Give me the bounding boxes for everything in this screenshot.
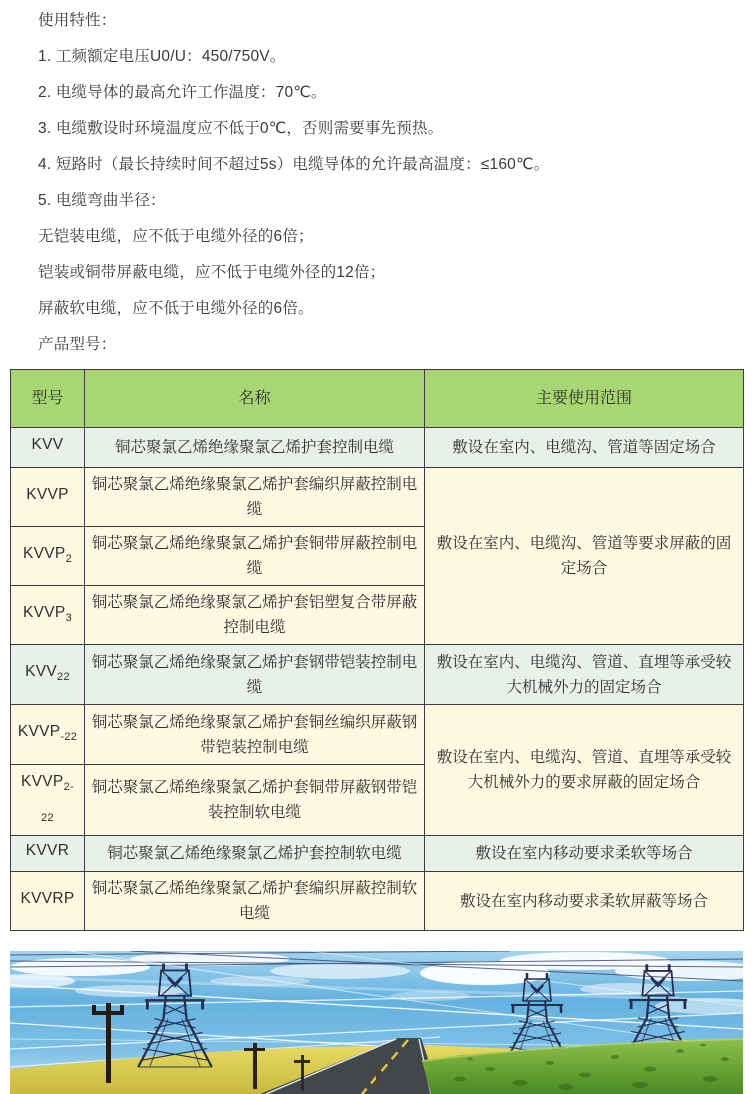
- model-cell: KVVR: [11, 836, 85, 872]
- intro-line: 屏蔽软电缆，应不低于电缆外径的6倍。: [38, 300, 314, 317]
- table-row-kvv: [11, 428, 744, 468]
- name-cell: 铜芯聚氯乙烯绝缘聚氯乙烯护套铜带屏蔽钢带铠装控制软电缆: [85, 765, 425, 836]
- landscape-photo: [10, 951, 743, 1094]
- intro-line: 4. 短路时（最长持续时间不超过5s）电缆导体的允许最高温度：≤160℃。: [38, 156, 550, 173]
- col-header-name: 名称: [85, 370, 425, 428]
- product-models-label: 产品型号：: [38, 336, 117, 353]
- model-cell: KVV: [11, 428, 85, 468]
- usage-cell: 敷设在室内移动要求柔软等场合: [425, 836, 744, 872]
- name-cell: 铜芯聚氯乙烯绝缘聚氯乙烯护套钢带铠装控制电缆: [85, 645, 425, 705]
- table-row-kvvr: [11, 836, 744, 872]
- intro-line: 使用特性：: [38, 12, 117, 29]
- name-cell: 铜芯聚氯乙烯绝缘聚氯乙烯护套控制电缆: [85, 428, 425, 468]
- model-cell: KVVRP: [11, 872, 85, 931]
- transmission-towers-illustration: [10, 951, 743, 1094]
- model-cell: $KVV_{22}$: [11, 645, 85, 705]
- table-row-kvvp: [11, 468, 744, 527]
- model-cell: $KVVP_2$: [11, 527, 85, 586]
- model-cell: $KVVP_3$: [11, 586, 85, 645]
- name-cell: 铜芯聚氯乙烯绝缘聚氯乙烯护套编织屏蔽控制软电缆: [85, 872, 425, 931]
- intro-line: 1. 工频额定电压U0/U：450/750V。: [38, 48, 286, 65]
- model-cell: KVVP: [11, 468, 85, 527]
- name-cell: 铜芯聚氯乙烯绝缘聚氯乙烯护套铜丝编织屏蔽钢带铠装控制电缆: [85, 705, 425, 765]
- usage-cell-merged: 敷设在室内、电缆沟、管道等要求屏蔽的固定场合: [425, 468, 744, 645]
- intro-line: 3. 电缆敷设时环境温度应不低于0℃，否则需要事先预热。: [38, 120, 444, 137]
- usage-cell: 敷设在室内、电缆沟、管道、直埋等承受较大机械外力的固定场合: [425, 645, 744, 705]
- intro-line: 铠装或铜带屏蔽电缆，应不低于电缆外径的12倍；: [38, 264, 386, 281]
- intro-line: 2. 电缆导体的最高允许工作温度：70℃。: [38, 84, 327, 101]
- product-model-table: [10, 369, 744, 931]
- model-cell: $KVVP_{-22}$: [11, 705, 85, 765]
- table-row-kvv22: [11, 645, 744, 705]
- name-cell: 铜芯聚氯乙烯绝缘聚氯乙烯护套铜带屏蔽控制电缆: [85, 527, 425, 586]
- col-header-usage: 主要使用范围: [425, 370, 744, 428]
- name-cell: 铜芯聚氯乙烯绝缘聚氯乙烯护套控制软电缆: [85, 836, 425, 872]
- table-row-kvvrp: [11, 872, 744, 931]
- intro-line: 5. 电缆弯曲半径：: [38, 192, 166, 209]
- name-cell: 铜芯聚氯乙烯绝缘聚氯乙烯护套编织屏蔽控制电缆: [85, 468, 425, 527]
- table-row-kvvp-22: [11, 705, 744, 765]
- usage-cell: 敷设在室内移动要求柔软屏蔽等场合: [425, 872, 744, 931]
- col-header-model: 型号: [11, 370, 85, 428]
- model-cell: $KVVP_{2-22}$: [11, 765, 85, 836]
- table-header-row: [11, 370, 744, 428]
- usage-cell-merged: 敷设在室内、电缆沟、管道、直埋等承受较大机械外力的要求屏蔽的固定场合: [425, 705, 744, 836]
- intro-line: 无铠装电缆，应不低于电缆外径的6倍；: [38, 228, 314, 245]
- name-cell: 铜芯聚氯乙烯绝缘聚氯乙烯护套铝塑复合带屏蔽控制电缆: [85, 586, 425, 645]
- usage-cell: 敷设在室内、电缆沟、管道等固定场合: [425, 428, 744, 468]
- usage-characteristics-section: [0, 9, 753, 356]
